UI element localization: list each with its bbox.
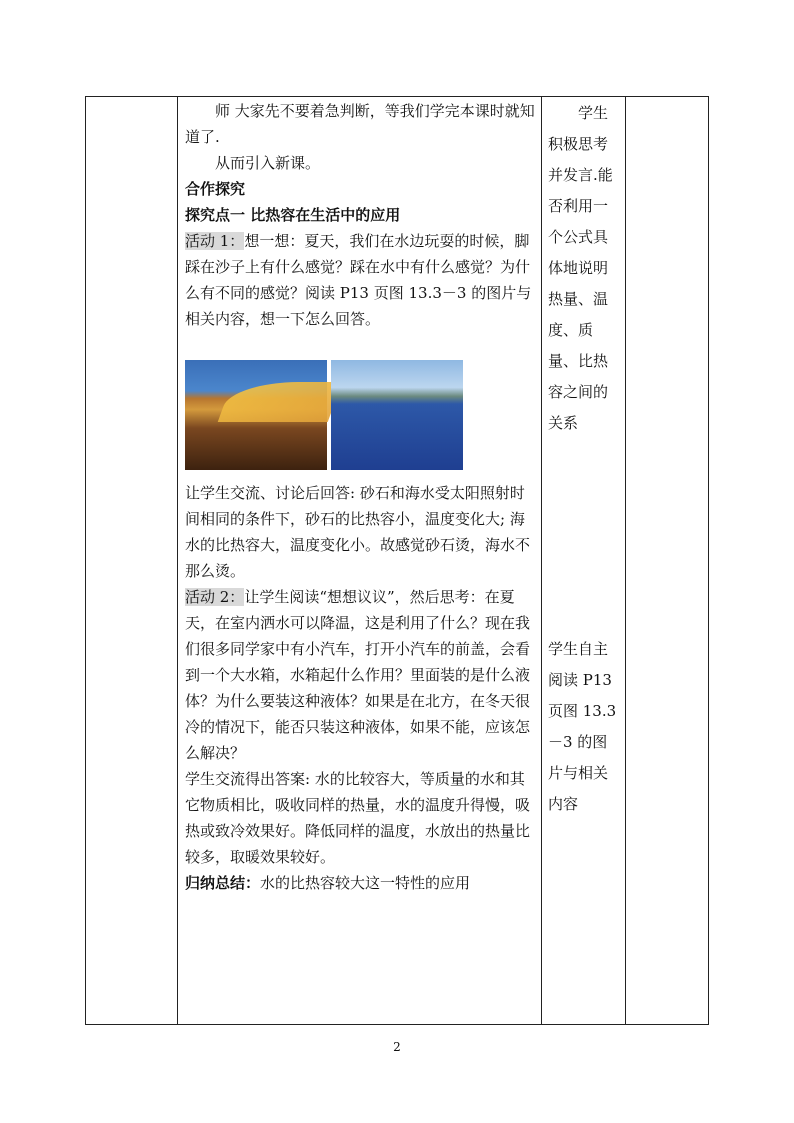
- activity2-text: 让学生阅读“想想议议”，然后思考：在夏天，在室内洒水可以降温，这是利用了什么？现在我们很多同学家中有小汽车，打开小汽车的前盖，会看到一个大水箱，水箱起什么作用？里面装的是什么液体？为什么要装这种液体？如果是在北方，在冬天很冷的情况下，能否只装这种液体，如果不能，应该怎么解决？: [185, 588, 531, 762]
- sea-photo: [331, 360, 463, 470]
- activity2-label: 活动 2：: [185, 588, 245, 606]
- activity1-text: 想一想：夏天，我们在水边玩耍的时候，脚踩在沙子上有什么感觉？踩在水中有什么感觉？为什么有不同的感觉？阅读 P13 页图 13.3－3 的图片与相关内容，想一下怎么回答。: [185, 232, 532, 328]
- side-note-2: 学生自主阅读 P13 页图 13.3－3 的图片与相关内容: [548, 640, 617, 813]
- photo-row: [185, 360, 535, 476]
- coop-heading: 合作探究: [185, 180, 246, 198]
- discussion-text: 让学生交流、讨论后回答: 砂石和海水受太阳照射时间相同的条件下，砂石的比热容小，温度变化大; 海水的比热容大，温度变化小。故感觉砂石烫，海水不那么烫。: [185, 484, 531, 580]
- answer-text: 学生交流得出答案: 水的比较容大，等质量的水和其它物质相比，吸收同样的热量，水的温度升得慢，吸热或致冷效果好。降低同样的温度，水放出的热量比较多，取暖效果较好。: [185, 770, 531, 866]
- page-number: 2: [393, 1040, 401, 1054]
- main-content: [185, 98, 535, 896]
- intro-line: 从而引入新课。: [215, 154, 321, 172]
- column-divider: [177, 97, 178, 1024]
- activity1: [185, 228, 535, 332]
- summary-label: 归纳总结：: [185, 874, 261, 892]
- summary-text: 水的比热容较大这一特性的应用: [260, 874, 471, 892]
- side-note-1: 学生积极思考并发言.能否利用一个公式具体地说明热量、温度、质量、比热容之间的关系: [548, 104, 613, 432]
- teacher-line: 师 大家先不要着急判断，等我们学完本课时就知道了.: [185, 102, 535, 146]
- column-divider: [541, 97, 542, 1024]
- summary: [185, 870, 535, 896]
- column-divider: [625, 97, 626, 1024]
- point1-heading: 探究点一 比热容在生活中的应用: [185, 206, 401, 224]
- desert-photo: [185, 360, 327, 470]
- activity2: [185, 584, 535, 766]
- activity1-label: 活动 1：: [185, 232, 245, 250]
